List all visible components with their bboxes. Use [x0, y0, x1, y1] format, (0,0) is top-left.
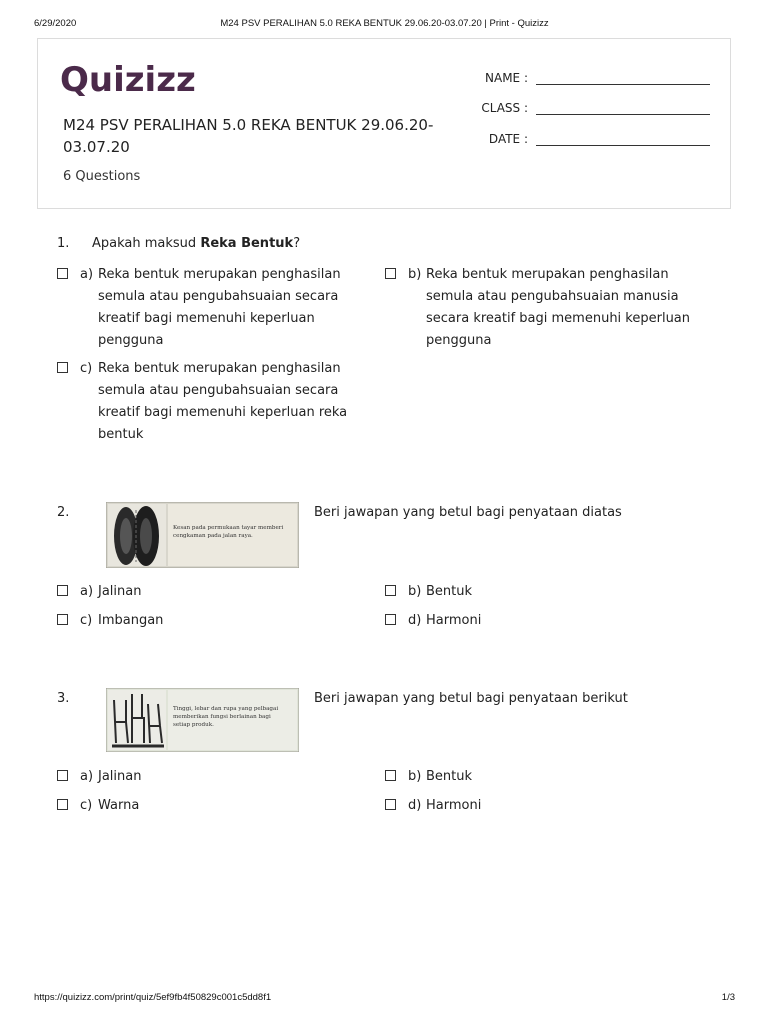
quiz-title: M24 PSV PERALIHAN 5.0 REKA BENTUK 29.06.20-03.07.20: [63, 116, 434, 156]
question-1-text: Apakah maksud Reka Bentuk?: [92, 236, 301, 251]
question-2-option-d[interactable]: d) Harmoni: [385, 610, 685, 632]
question-3-option-d[interactable]: d) Harmoni: [385, 795, 685, 817]
date-label: DATE :: [488, 132, 528, 146]
option-text: Reka bentuk merupakan penghasilan semula atau pengubahsuaian secara kreatif bagi memenuhi keperluan reka bentuk: [98, 361, 348, 442]
quiz-header-card: [37, 38, 731, 209]
option-text: Bentuk: [426, 769, 473, 784]
checkbox[interactable]: [57, 585, 68, 596]
tyre-icon: [114, 506, 159, 566]
date-field[interactable]: [458, 132, 710, 146]
option-text: Harmoni: [426, 613, 482, 628]
class-label: CLASS :: [481, 101, 528, 115]
question-2-option-b[interactable]: b) Bentuk: [385, 581, 685, 603]
option-text: Bentuk: [426, 584, 473, 599]
checkbox[interactable]: [385, 585, 396, 596]
question-3-number: 3.: [57, 691, 70, 706]
quizizz-logo: [60, 57, 200, 101]
checkbox[interactable]: [385, 770, 396, 781]
print-url: https://quizizz.com/print/quiz/5ef9fb4f50829c001c5dd8f1: [34, 992, 272, 1003]
checkbox[interactable]: [385, 614, 396, 625]
question-1-number: 1.: [57, 236, 70, 251]
question-2-option-a[interactable]: a) Jalinan: [57, 581, 357, 603]
svg-text:cengkaman pada jalan raya.: cengkaman pada jalan raya.: [173, 533, 253, 539]
question-1-option-a[interactable]: a) Reka bentuk merupakan penghasilan semula atau pengubahsuaian secara kreatif bagi memenuhi keperluan pengguna: [57, 264, 367, 354]
svg-text:Tinggi, lebar dan rupa yang pe: Tinggi, lebar dan rupa yang pelbagai: [173, 706, 279, 712]
svg-text:setiap produk.: setiap produk.: [173, 722, 214, 728]
question-count: 6 Questions: [63, 169, 141, 184]
name-label: NAME :: [485, 71, 528, 85]
question-3-option-c[interactable]: c) Warna: [57, 795, 357, 817]
print-page-title: M24 PSV PERALIHAN 5.0 REKA BENTUK 29.06.20-03.07.20 | Print - Quizizz: [220, 18, 549, 29]
option-text: Reka bentuk merupakan penghasilan semula atau pengubahsuaian secara kreatif bagi memenuhi keperluan pengguna: [98, 267, 341, 348]
question-3-image: [106, 688, 299, 752]
checkbox[interactable]: [385, 268, 396, 279]
question-1-option-c[interactable]: c) Reka bentuk merupakan penghasilan semula atau pengubahsuaian secara kreatif bagi memenuhi keperluan reka bentuk: [57, 358, 367, 448]
option-text: Jalinan: [98, 769, 142, 784]
question-2-number: 2.: [57, 505, 70, 520]
svg-text:Kesan pada permukaan tayar mem: Kesan pada permukaan tayar memberi: [173, 525, 284, 531]
option-text: Harmoni: [426, 798, 482, 813]
checkbox[interactable]: [57, 770, 68, 781]
class-field[interactable]: [458, 101, 710, 115]
option-text: Jalinan: [98, 584, 142, 599]
option-text: Warna: [98, 798, 140, 813]
question-2-image: [106, 502, 299, 568]
question-3-option-a[interactable]: a) Jalinan: [57, 766, 357, 788]
question-2-text: Beri jawapan yang betul bagi penyataan diatas: [314, 505, 622, 520]
class-line[interactable]: [536, 102, 710, 115]
date-line[interactable]: [536, 133, 710, 146]
question-2-option-c[interactable]: c) Imbangan: [57, 610, 357, 632]
checkbox[interactable]: [57, 268, 68, 279]
option-text: Reka bentuk merupakan penghasilan semula atau pengubahsuaian manusia secara kreatif bagi memenuhi keperluan pengguna: [426, 267, 691, 348]
name-field[interactable]: [458, 71, 710, 85]
checkbox[interactable]: [385, 799, 396, 810]
svg-text:memberikan fungsi berlainan ba: memberikan fungsi berlainan bagi: [173, 714, 271, 720]
checkbox[interactable]: [57, 362, 68, 373]
checkbox[interactable]: [57, 799, 68, 810]
question-1-option-b[interactable]: b) Reka bentuk merupakan penghasilan semula atau pengubahsuaian manusia secara kreatif bagi memenuhi keperluan pengguna: [385, 264, 715, 354]
page-number: 1/3: [721, 992, 735, 1003]
name-line[interactable]: [536, 72, 710, 85]
question-3-option-b[interactable]: b) Bentuk: [385, 766, 685, 788]
question-3-text: Beri jawapan yang betul bagi penyataan berikut: [314, 691, 628, 706]
checkbox[interactable]: [57, 614, 68, 625]
option-text: Imbangan: [98, 613, 164, 628]
svg-text:Quizizz: Quizizz: [60, 60, 196, 100]
print-date: 6/29/2020: [34, 18, 77, 29]
